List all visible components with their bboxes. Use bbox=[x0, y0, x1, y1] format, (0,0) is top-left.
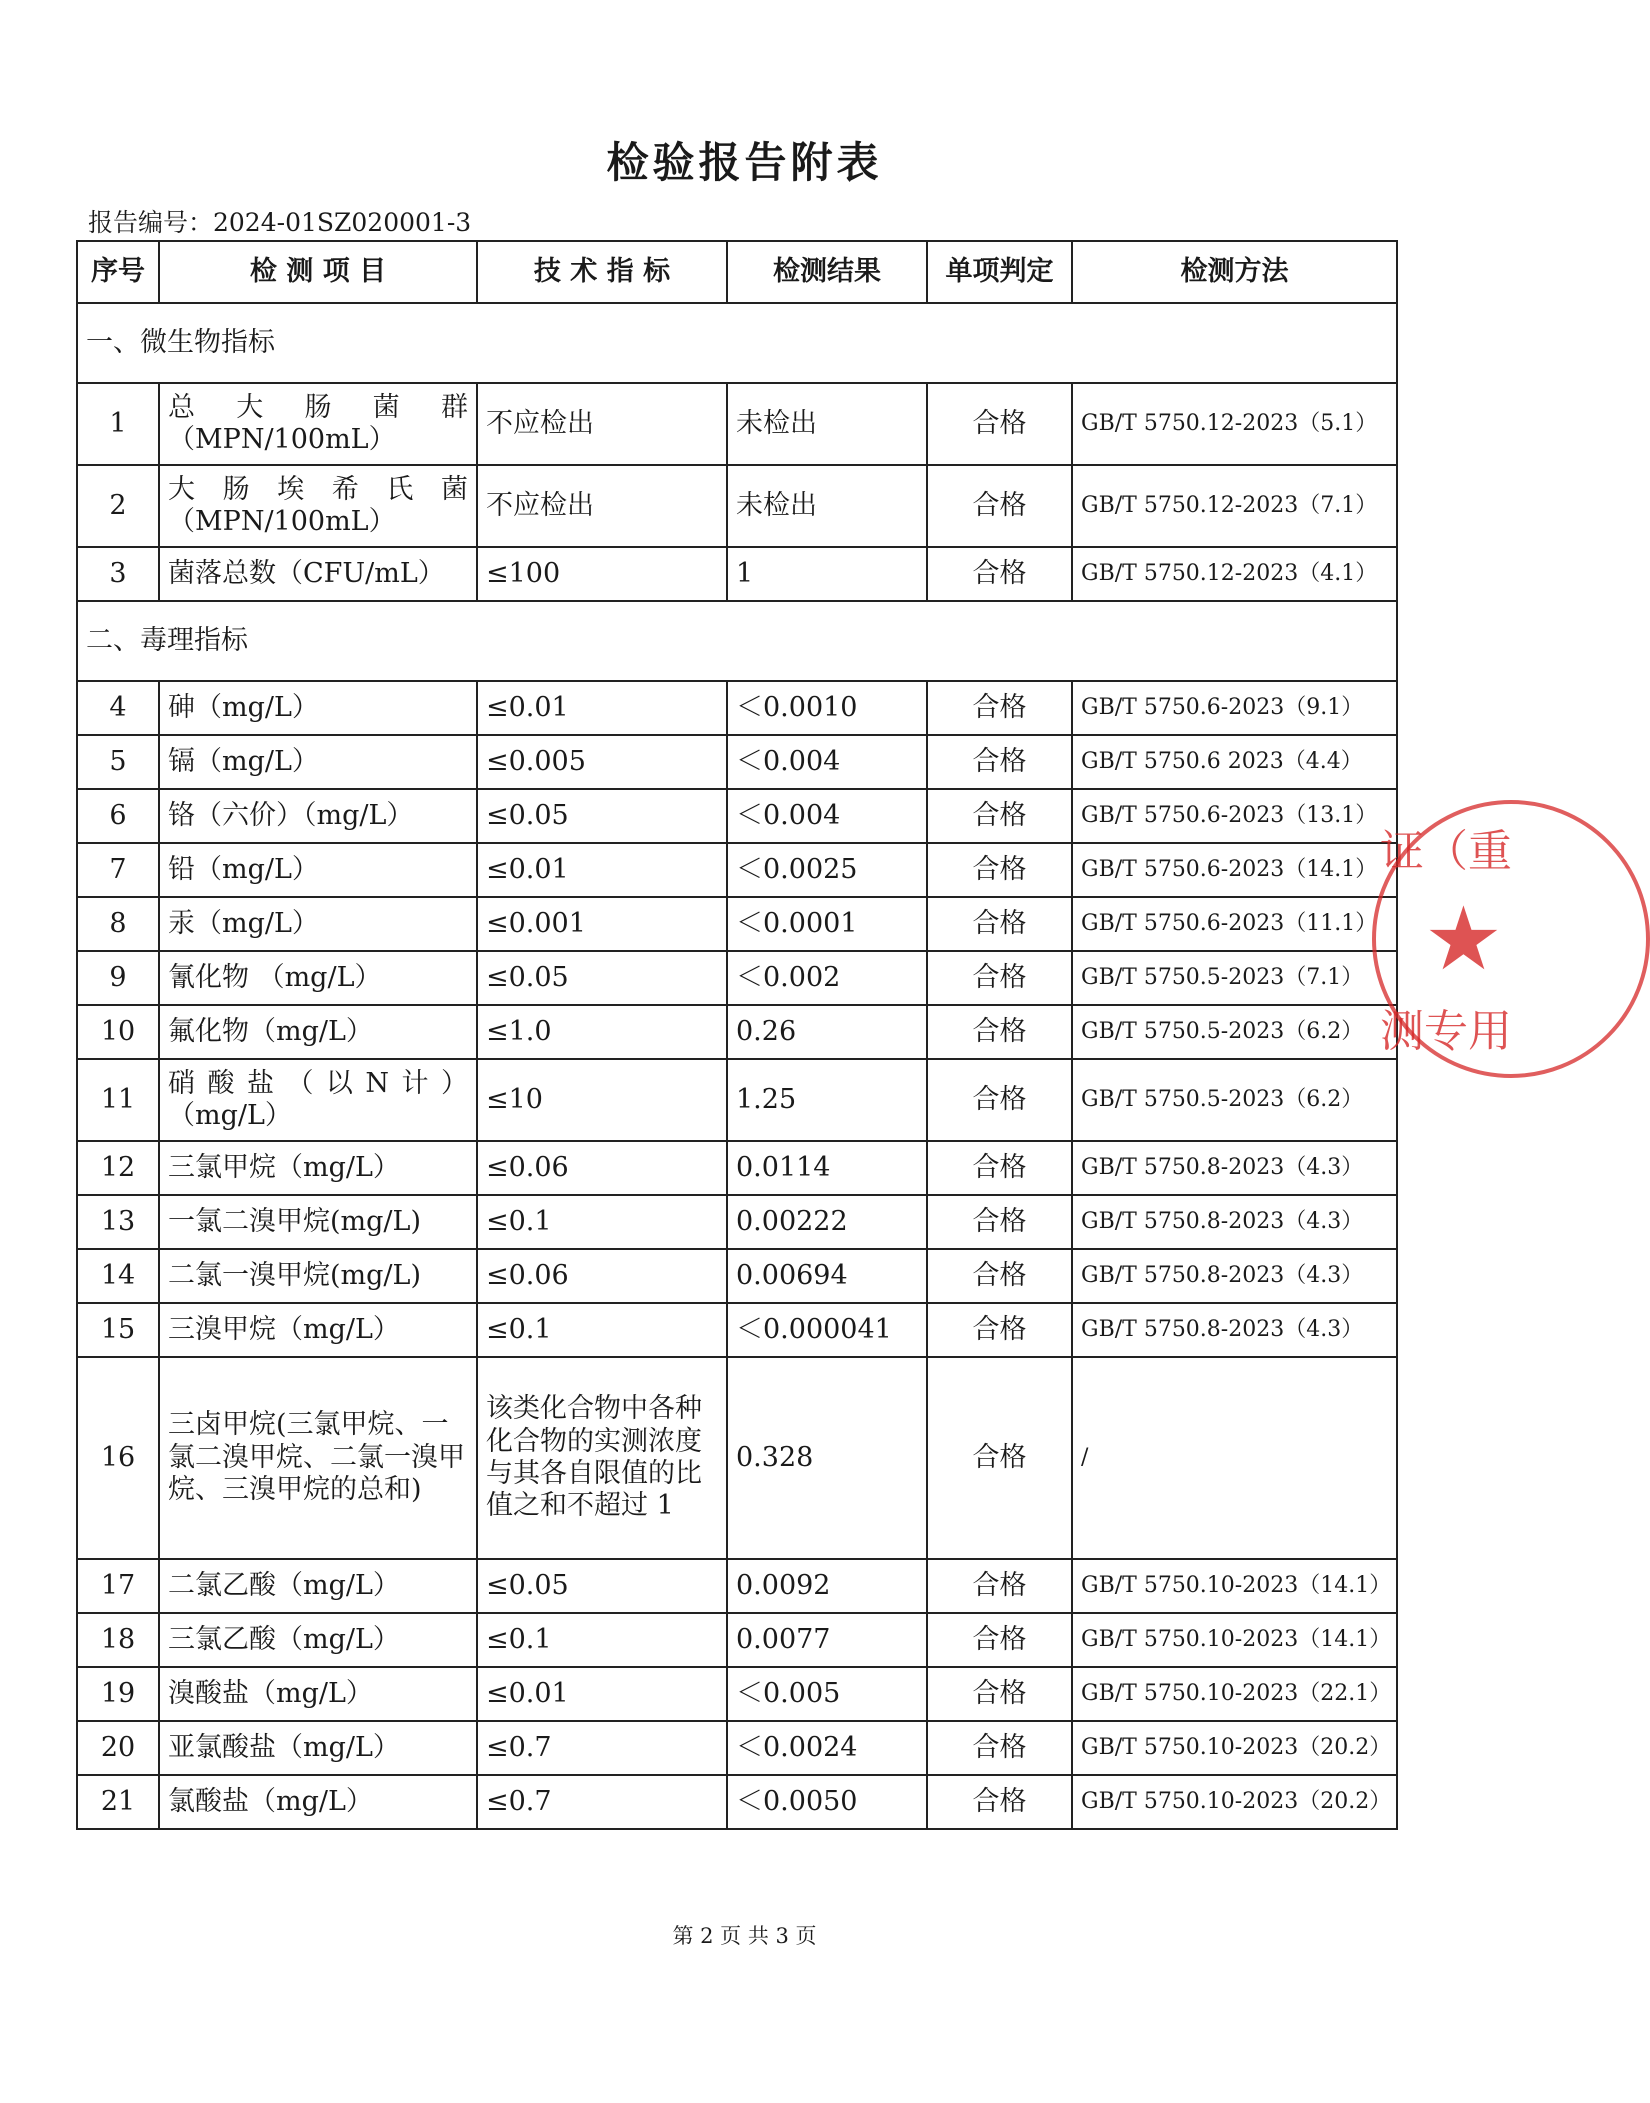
spec-value: 不应检出 bbox=[477, 383, 727, 465]
row-number: 5 bbox=[77, 735, 159, 789]
official-seal bbox=[1372, 790, 1552, 1090]
result-value: 0.0092 bbox=[727, 1559, 927, 1613]
item-unit-text: （mg/L） bbox=[168, 1100, 292, 1131]
verdict-value: 合格 bbox=[927, 897, 1072, 951]
result-value: ＜0.000041 bbox=[727, 1303, 927, 1357]
header-no: 序号 bbox=[77, 241, 159, 303]
result-value: 0.00694 bbox=[727, 1249, 927, 1303]
row-number: 14 bbox=[77, 1249, 159, 1303]
seal-star-icon: ★ bbox=[1424, 887, 1503, 990]
table-row bbox=[77, 843, 1397, 897]
table-row bbox=[77, 465, 1397, 547]
method-value: GB/T 5750.12-2023（7.1） bbox=[1072, 465, 1397, 547]
method-value: GB/T 5750.6-2023（14.1） bbox=[1072, 843, 1397, 897]
spec-value: ≤0.05 bbox=[477, 1559, 727, 1613]
item-name bbox=[159, 1059, 477, 1141]
table-row bbox=[77, 1249, 1397, 1303]
table-row bbox=[77, 1141, 1397, 1195]
section-row bbox=[77, 601, 1397, 681]
verdict-value: 合格 bbox=[927, 951, 1072, 1005]
table-row bbox=[77, 1195, 1397, 1249]
spec-value: ≤0.1 bbox=[477, 1195, 727, 1249]
result-value: ＜0.0010 bbox=[727, 681, 927, 735]
table-header-row bbox=[77, 241, 1397, 303]
table-row bbox=[77, 1005, 1397, 1059]
row-number: 3 bbox=[77, 547, 159, 601]
table-row bbox=[77, 735, 1397, 789]
row-number: 12 bbox=[77, 1141, 159, 1195]
method-value: GB/T 5750.8-2023（4.3） bbox=[1072, 1195, 1397, 1249]
method-value: GB/T 5750.5-2023（7.1） bbox=[1072, 951, 1397, 1005]
section-label: 一、微生物指标 bbox=[77, 303, 1397, 383]
result-value: 0.0077 bbox=[727, 1613, 927, 1667]
row-number: 19 bbox=[77, 1667, 159, 1721]
verdict-value: 合格 bbox=[927, 1195, 1072, 1249]
item-name-text: 大肠埃希氏菌 bbox=[168, 473, 468, 505]
header-result: 检测结果 bbox=[727, 241, 927, 303]
method-value: GB/T 5750.12-2023（4.1） bbox=[1072, 547, 1397, 601]
table-row bbox=[77, 1357, 1397, 1559]
verdict-value: 合格 bbox=[927, 1249, 1072, 1303]
header-verdict: 单项判定 bbox=[927, 241, 1072, 303]
result-value: ＜0.0001 bbox=[727, 897, 927, 951]
table-row bbox=[77, 681, 1397, 735]
verdict-value: 合格 bbox=[927, 1005, 1072, 1059]
verdict-value: 合格 bbox=[927, 1721, 1072, 1775]
item-name: 三卤甲烷(三氯甲烷、一氯二溴甲烷、二氯一溴甲烷、三溴甲烷的总和) bbox=[159, 1357, 477, 1559]
inspection-table bbox=[76, 240, 1398, 1830]
section-row bbox=[77, 303, 1397, 383]
item-name-text: 总大肠菌群 bbox=[168, 391, 468, 423]
item-name: 氰化物 （mg/L） bbox=[159, 951, 477, 1005]
header-item: 检 测 项 目 bbox=[159, 241, 477, 303]
item-name: 溴酸盐（mg/L） bbox=[159, 1667, 477, 1721]
row-number: 2 bbox=[77, 465, 159, 547]
table-row bbox=[77, 1775, 1397, 1829]
spec-value: ≤10 bbox=[477, 1059, 727, 1141]
header-method: 检测方法 bbox=[1072, 241, 1397, 303]
result-value: ＜0.004 bbox=[727, 735, 927, 789]
item-name-text: 硝酸盐（以N计） bbox=[168, 1067, 468, 1099]
result-value: ＜0.0050 bbox=[727, 1775, 927, 1829]
result-value: 0.00222 bbox=[727, 1195, 927, 1249]
row-number: 4 bbox=[77, 681, 159, 735]
item-name: 氯酸盐（mg/L） bbox=[159, 1775, 477, 1829]
item-name: 砷（mg/L） bbox=[159, 681, 477, 735]
spec-value: ≤0.01 bbox=[477, 1667, 727, 1721]
table-row bbox=[77, 897, 1397, 951]
row-number: 15 bbox=[77, 1303, 159, 1357]
seal-text-bottom: 测专用 bbox=[1380, 1006, 1512, 1057]
item-name: 氟化物（mg/L） bbox=[159, 1005, 477, 1059]
table-row bbox=[77, 383, 1397, 465]
verdict-value: 合格 bbox=[927, 1775, 1072, 1829]
method-value: GB/T 5750.5-2023（6.2） bbox=[1072, 1059, 1397, 1141]
row-number: 1 bbox=[77, 383, 159, 465]
method-value: GB/T 5750.10-2023（22.1） bbox=[1072, 1667, 1397, 1721]
spec-value: ≤0.06 bbox=[477, 1141, 727, 1195]
verdict-value: 合格 bbox=[927, 1141, 1072, 1195]
result-value: 1.25 bbox=[727, 1059, 927, 1141]
verdict-value: 合格 bbox=[927, 1667, 1072, 1721]
method-value: GB/T 5750.6-2023（13.1） bbox=[1072, 789, 1397, 843]
row-number: 18 bbox=[77, 1613, 159, 1667]
row-number: 11 bbox=[77, 1059, 159, 1141]
verdict-value: 合格 bbox=[927, 1059, 1072, 1141]
spec-value: ≤0.1 bbox=[477, 1613, 727, 1667]
method-value: GB/T 5750.6-2023（11.1） bbox=[1072, 897, 1397, 951]
item-name: 二氯一溴甲烷(mg/L) bbox=[159, 1249, 477, 1303]
item-name: 亚氯酸盐（mg/L） bbox=[159, 1721, 477, 1775]
method-value: GB/T 5750.8-2023（4.3） bbox=[1072, 1303, 1397, 1357]
item-name bbox=[159, 465, 477, 547]
row-number: 13 bbox=[77, 1195, 159, 1249]
method-value: GB/T 5750.6 2023（4.4） bbox=[1072, 735, 1397, 789]
row-number: 21 bbox=[77, 1775, 159, 1829]
spec-value: ≤0.7 bbox=[477, 1775, 727, 1829]
item-name: 三氯甲烷（mg/L） bbox=[159, 1141, 477, 1195]
spec-value: ≤1.0 bbox=[477, 1005, 727, 1059]
verdict-value: 合格 bbox=[927, 789, 1072, 843]
item-name: 铬（六价）（mg/L） bbox=[159, 789, 477, 843]
section-label: 二、毒理指标 bbox=[77, 601, 1397, 681]
verdict-value: 合格 bbox=[927, 1559, 1072, 1613]
spec-value: ≤0.7 bbox=[477, 1721, 727, 1775]
verdict-value: 合格 bbox=[927, 547, 1072, 601]
method-value: GB/T 5750.8-2023（4.3） bbox=[1072, 1141, 1397, 1195]
spec-value: ≤0.01 bbox=[477, 843, 727, 897]
table-row bbox=[77, 1667, 1397, 1721]
row-number: 17 bbox=[77, 1559, 159, 1613]
result-value: 未检出 bbox=[727, 465, 927, 547]
result-value: ＜0.004 bbox=[727, 789, 927, 843]
page-footer: 第 2 页 共 3 页 bbox=[672, 1924, 817, 1948]
result-value: ＜0.0024 bbox=[727, 1721, 927, 1775]
spec-value: 该类化合物中各种化合物的实测浓度与其各自限值的比值之和不超过 1 bbox=[477, 1357, 727, 1559]
item-name: 二氯乙酸（mg/L） bbox=[159, 1559, 477, 1613]
method-value: / bbox=[1072, 1357, 1397, 1559]
verdict-value: 合格 bbox=[927, 1613, 1072, 1667]
result-value: 1 bbox=[727, 547, 927, 601]
spec-value: ≤0.05 bbox=[477, 951, 727, 1005]
row-number: 7 bbox=[77, 843, 159, 897]
method-value: GB/T 5750.8-2023（4.3） bbox=[1072, 1249, 1397, 1303]
row-number: 20 bbox=[77, 1721, 159, 1775]
verdict-value: 合格 bbox=[927, 843, 1072, 897]
item-name: 铅（mg/L） bbox=[159, 843, 477, 897]
table-row bbox=[77, 547, 1397, 601]
result-value: 0.328 bbox=[727, 1357, 927, 1559]
row-number: 9 bbox=[77, 951, 159, 1005]
verdict-value: 合格 bbox=[927, 735, 1072, 789]
verdict-value: 合格 bbox=[927, 383, 1072, 465]
table-row bbox=[77, 789, 1397, 843]
result-value: ＜0.0025 bbox=[727, 843, 927, 897]
result-value: 0.26 bbox=[727, 1005, 927, 1059]
spec-value: ≤0.005 bbox=[477, 735, 727, 789]
item-name: 汞（mg/L） bbox=[159, 897, 477, 951]
table-row bbox=[77, 1059, 1397, 1141]
row-number: 8 bbox=[77, 897, 159, 951]
table-row bbox=[77, 1559, 1397, 1613]
spec-value: ≤0.001 bbox=[477, 897, 727, 951]
row-number: 16 bbox=[77, 1357, 159, 1559]
method-value: GB/T 5750.10-2023（20.2） bbox=[1072, 1721, 1397, 1775]
method-value: GB/T 5750.10-2023（14.1） bbox=[1072, 1613, 1397, 1667]
spec-value: ≤100 bbox=[477, 547, 727, 601]
result-value: ＜0.002 bbox=[727, 951, 927, 1005]
spec-value: ≤0.1 bbox=[477, 1303, 727, 1357]
result-value: ＜0.005 bbox=[727, 1667, 927, 1721]
item-unit-text: （MPN/100mL） bbox=[168, 424, 396, 455]
method-value: GB/T 5750.10-2023（14.1） bbox=[1072, 1559, 1397, 1613]
item-name bbox=[159, 383, 477, 465]
result-value: 0.0114 bbox=[727, 1141, 927, 1195]
item-name: 三溴甲烷（mg/L） bbox=[159, 1303, 477, 1357]
row-number: 10 bbox=[77, 1005, 159, 1059]
method-value: GB/T 5750.5-2023（6.2） bbox=[1072, 1005, 1397, 1059]
item-name: 镉（mg/L） bbox=[159, 735, 477, 789]
header-spec: 技 术 指 标 bbox=[477, 241, 727, 303]
method-value: GB/T 5750.6-2023（9.1） bbox=[1072, 681, 1397, 735]
verdict-value: 合格 bbox=[927, 681, 1072, 735]
table-row bbox=[77, 1721, 1397, 1775]
report-title: 检验报告附表 bbox=[606, 138, 883, 187]
table-row bbox=[77, 951, 1397, 1005]
table-row bbox=[77, 1613, 1397, 1667]
spec-value: ≤0.05 bbox=[477, 789, 727, 843]
item-unit-text: （MPN/100mL） bbox=[168, 506, 396, 537]
verdict-value: 合格 bbox=[927, 1303, 1072, 1357]
item-name: 三氯乙酸（mg/L） bbox=[159, 1613, 477, 1667]
spec-value: ≤0.01 bbox=[477, 681, 727, 735]
method-value: GB/T 5750.12-2023（5.1） bbox=[1072, 383, 1397, 465]
spec-value: 不应检出 bbox=[477, 465, 727, 547]
item-name: 一氯二溴甲烷(mg/L) bbox=[159, 1195, 477, 1249]
result-value: 未检出 bbox=[727, 383, 927, 465]
verdict-value: 合格 bbox=[927, 1357, 1072, 1559]
seal-text-top: 证（重 bbox=[1380, 826, 1512, 877]
verdict-value: 合格 bbox=[927, 465, 1072, 547]
row-number: 6 bbox=[77, 789, 159, 843]
report-number: 报告编号：2024-01SZ020001-3 bbox=[88, 208, 472, 237]
spec-value: ≤0.06 bbox=[477, 1249, 727, 1303]
table-row bbox=[77, 1303, 1397, 1357]
method-value: GB/T 5750.10-2023（20.2） bbox=[1072, 1775, 1397, 1829]
item-name: 菌落总数（CFU/mL） bbox=[159, 547, 477, 601]
